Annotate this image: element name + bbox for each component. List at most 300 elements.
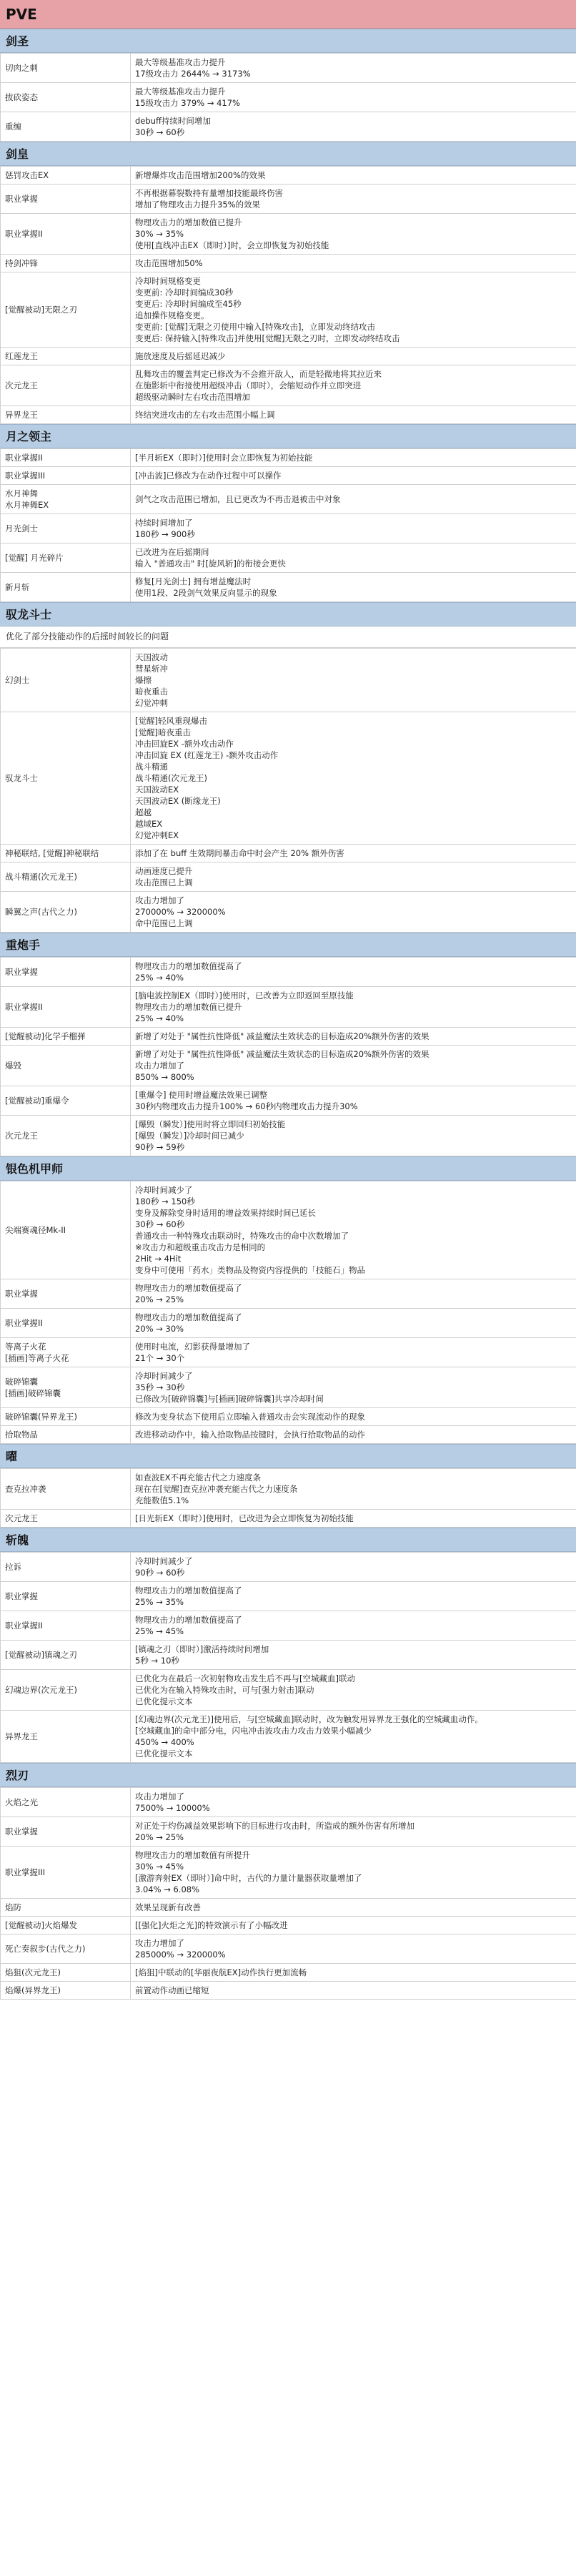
table-row <box>1 467 576 485</box>
change-description <box>131 485 576 514</box>
change-description <box>131 167 576 185</box>
description-line: 物理攻击力的增加数值提高了 <box>135 1283 242 1293</box>
table-row <box>1 449 576 467</box>
description-line: ※攻击力和超级重击攻击力是相同的 <box>135 1242 266 1252</box>
skill-table <box>0 1787 576 2000</box>
description-line: 已改进为在后摇期间 <box>135 547 209 557</box>
description-line: 30% → 35% <box>135 229 184 239</box>
change-description <box>131 1982 576 2000</box>
description-line: 物理攻击力的增加数值提高了 <box>135 1586 242 1596</box>
table-row <box>1 214 576 255</box>
description-line: 变身及解除变身时适用的增益效果持续时间已延长 <box>135 1208 316 1218</box>
description-line: 450% → 400% <box>135 1737 194 1747</box>
description-line: 修改为变身状态下使用后立即输入普通攻击会实现流动作的现象 <box>135 1412 365 1422</box>
description-line: 17级攻击力 2644% → 3173% <box>135 69 251 79</box>
skill-name-line: 职业掌握II <box>5 1318 43 1328</box>
skill-name <box>1 1469 131 1510</box>
description-line: 270000% → 320000% <box>135 907 226 917</box>
change-description <box>131 1181 576 1279</box>
skill-name-line: 死亡奏叙步(古代之力) <box>5 1944 86 1954</box>
table-row <box>1 1964 576 1982</box>
change-description <box>131 1670 576 1711</box>
skill-name <box>1 1028 131 1046</box>
description-line: 180秒 → 150秒 <box>135 1196 195 1206</box>
change-description <box>131 1279 576 1309</box>
skill-name-line: 火焰之光 <box>5 1797 38 1807</box>
skill-name-line: [觉醒被动]化学手榴弹 <box>5 1031 86 1041</box>
skill-name-line: 职业掌握 <box>5 194 38 204</box>
skill-name <box>1 485 131 514</box>
change-description <box>131 1847 576 1899</box>
description-line: 幻觉冲刺EX <box>135 830 179 840</box>
change-description <box>131 1309 576 1338</box>
description-line: 冷却时间减少了 <box>135 1556 193 1566</box>
description-line: 超越 <box>135 807 152 817</box>
description-line: 物理攻击力的增加数值提高了 <box>135 961 242 971</box>
skill-name-line: 职业掌握II <box>5 1002 43 1012</box>
description-line: 攻击力增加了 <box>135 1938 184 1948</box>
change-description <box>131 514 576 544</box>
table-row <box>1 1817 576 1847</box>
table-row <box>1 958 576 987</box>
skill-name-line: 尖端赛魂径Mk-II <box>5 1225 66 1235</box>
description-line: 战斗精通 <box>135 762 168 772</box>
change-description <box>131 1028 576 1046</box>
description-line: 15级攻击力 379% → 417% <box>135 98 240 108</box>
change-description <box>131 1046 576 1086</box>
skill-name-line: 幻魂边界(次元龙王) <box>5 1685 77 1695</box>
table-row <box>1 892 576 933</box>
change-description <box>131 1116 576 1156</box>
table-row <box>1 649 576 712</box>
change-description <box>131 83 576 112</box>
skill-name-line: 职业掌握 <box>5 967 38 977</box>
skill-name-line: 水月神舞 <box>5 488 38 498</box>
skill-name-line: 新月斩 <box>5 582 30 592</box>
description-line: 对正处于灼伤减益效果影响下的目标进行攻击时，所造成的额外伤害有所增加 <box>135 1821 414 1831</box>
skill-name <box>1 467 131 485</box>
description-line: 25% → 45% <box>135 1626 184 1636</box>
skill-name <box>1 1670 131 1711</box>
skill-name <box>1 1279 131 1309</box>
skill-name <box>1 1964 131 1982</box>
change-description <box>131 406 576 424</box>
skill-name-line: [觉醒被动]重爆令 <box>5 1096 69 1106</box>
skill-name-line: 焰爆(异界龙王) <box>5 1985 61 1995</box>
skill-name <box>1 862 131 892</box>
description-line: 30秒 → 60秒 <box>135 1219 185 1229</box>
description-line: 天国波动EX <box>135 785 179 795</box>
change-description <box>131 1553 576 1582</box>
description-line: 动画速度已提升 <box>135 866 193 876</box>
description-line: 越域EX <box>135 819 163 829</box>
table-row <box>1 1116 576 1156</box>
description-line: debuff持续时间增加 <box>135 116 211 126</box>
section-header: 曜 <box>0 1444 576 1468</box>
description-line: 最大等级基准攻击力提升 <box>135 57 226 67</box>
table-row <box>1 365 576 406</box>
skill-name-line: 惩罚攻击EX <box>5 170 49 180</box>
section-header: 剑圣 <box>0 29 576 53</box>
skill-name-line: 破碎锦囊(异界龙王) <box>5 1412 77 1422</box>
description-line: 新增了对处于 "属性抗性降低" 减益魔法生效状态的目标造成20%额外伤害的效果 <box>135 1031 429 1041</box>
skill-name <box>1 1817 131 1847</box>
section-header: 斩魄 <box>0 1528 576 1552</box>
description-line: 物理攻击力的增加数值提高了 <box>135 1312 242 1322</box>
description-line: 20% → 25% <box>135 1294 184 1304</box>
skill-name-line: [觉醒被动]火焰爆发 <box>5 1920 77 1930</box>
description-line: 前置动作动画已缩短 <box>135 1985 209 1995</box>
table-row <box>1 1028 576 1046</box>
change-description <box>131 185 576 214</box>
description-line: 输入 "普通攻击" 时[旋风斩]的衔接会更快 <box>135 559 286 569</box>
description-line: [半月斩EX（即时）]使用时会立即恢复为初始技能 <box>135 453 313 463</box>
table-row <box>1 1788 576 1817</box>
table-row <box>1 272 576 348</box>
skill-name <box>1 1641 131 1670</box>
description-line: [激游奔射EX（即时）]命中时，古代的力量计量器获取量增加了 <box>135 1873 362 1883</box>
skill-table <box>0 1552 576 1763</box>
skill-name-line: 职业掌握II <box>5 229 43 239</box>
description-line: 现在在[觉醒]查克拉冲袭充能古代之力速度条 <box>135 1484 298 1494</box>
skill-name-line: 职业掌握II <box>5 453 43 463</box>
change-description <box>131 54 576 83</box>
skill-name-line: 重缠 <box>5 122 21 132</box>
change-description <box>131 1917 576 1935</box>
skill-table <box>0 648 576 933</box>
description-line: [重爆令] 使用时增益魔法效果已调整 <box>135 1090 268 1100</box>
skill-name <box>1 514 131 544</box>
skill-name <box>1 1982 131 2000</box>
change-description <box>131 449 576 467</box>
description-line: 在施影斩中衔接使用超级冲击（即时），会缩短动作并立即突进 <box>135 380 362 390</box>
skill-table <box>0 957 576 1156</box>
description-line: 285000% → 320000% <box>135 1950 226 1960</box>
description-line: 变更前: 冷却时间编成30秒 <box>135 287 234 298</box>
skill-name-line: 查克拉冲袭 <box>5 1484 46 1494</box>
change-description <box>131 1899 576 1917</box>
description-line: 5秒 → 10秒 <box>135 1656 179 1666</box>
description-line: 添加了在 buff 生效期间暴击命中时会产生 20% 额外伤害 <box>135 848 344 858</box>
description-line: 2Hit → 4Hit <box>135 1254 182 1264</box>
table-row <box>1 712 576 845</box>
skill-name-line: 拉诉 <box>5 1562 21 1572</box>
skill-name-line: 水月神舞EX <box>5 500 49 510</box>
change-description <box>131 544 576 573</box>
change-description <box>131 862 576 892</box>
skill-name <box>1 1426 131 1444</box>
table-row <box>1 1309 576 1338</box>
skill-name <box>1 1711 131 1763</box>
description-line: 最大等级基准攻击力提升 <box>135 87 226 97</box>
skill-name <box>1 348 131 365</box>
description-line: 攻击力增加了 <box>135 1791 184 1801</box>
skill-name <box>1 406 131 424</box>
description-line: 天国波动 <box>135 652 168 662</box>
description-line: 爆擦 <box>135 675 152 685</box>
skill-name <box>1 1917 131 1935</box>
description-line: 效果呈现新有改善 <box>135 1902 201 1912</box>
skill-name-line: 职业掌握 <box>5 1591 38 1601</box>
skill-name-line: 等离子火花 <box>5 1342 46 1352</box>
table-row <box>1 514 576 544</box>
description-line: [爆毁（瞬发）]使用时将立即回归初始技能 <box>135 1119 286 1129</box>
table-row <box>1 54 576 83</box>
change-description <box>131 1935 576 1964</box>
table-row <box>1 1847 576 1899</box>
skill-name-line: 职业掌握II <box>5 1621 43 1631</box>
skill-name-line: 次元龙王 <box>5 380 38 390</box>
skill-name <box>1 987 131 1028</box>
table-row <box>1 1711 576 1763</box>
description-line: [觉醒]暗夜重击 <box>135 727 191 737</box>
section-header: 驭龙斗士 <box>0 602 576 626</box>
table-row <box>1 1367 576 1408</box>
skill-name-line: 拾取物品 <box>5 1430 38 1440</box>
description-line: [爆毁（瞬发）]冷却时间已减少 <box>135 1131 244 1141</box>
change-description <box>131 1817 576 1847</box>
description-line: 90秒 → 59秒 <box>135 1142 185 1152</box>
description-line: 7500% → 10000% <box>135 1803 210 1813</box>
skill-name <box>1 1582 131 1611</box>
skill-name <box>1 573 131 602</box>
table-row <box>1 1469 576 1510</box>
skill-name <box>1 1611 131 1641</box>
description-line: 使用时电流，幻影获得量增加了 <box>135 1342 250 1352</box>
skill-name <box>1 1935 131 1964</box>
change-description <box>131 214 576 255</box>
skill-name <box>1 365 131 406</box>
description-line: 25% → 40% <box>135 973 184 983</box>
description-line: 已优化为在最后一次初射物攻击发生后不再与[空城藏血]联动 <box>135 1673 355 1683</box>
change-description <box>131 272 576 348</box>
change-description <box>131 112 576 142</box>
skill-name <box>1 1553 131 1582</box>
description-line: 20% → 30% <box>135 1324 184 1334</box>
description-line: 冷却时间规格变更 <box>135 276 201 286</box>
description-line: 30秒内物理攻击力提升100% → 60秒内物理攻击力提升30% <box>135 1101 358 1111</box>
skill-name <box>1 112 131 142</box>
table-row <box>1 1899 576 1917</box>
description-line: 25% → 35% <box>135 1597 184 1607</box>
skill-name <box>1 449 131 467</box>
change-description <box>131 892 576 933</box>
table-row <box>1 406 576 424</box>
skill-name <box>1 1367 131 1408</box>
skill-name-line: [觉醒被动]镇魂之刃 <box>5 1650 77 1660</box>
skill-name-line: 爆毁 <box>5 1061 21 1071</box>
table-row <box>1 112 576 142</box>
change-description <box>131 573 576 602</box>
skill-name <box>1 1338 131 1367</box>
section-header: 重炮手 <box>0 933 576 957</box>
description-line: 使用[直线冲击EX（即时）]时，会立即恢复为初始技能 <box>135 240 329 250</box>
table-row <box>1 1426 576 1444</box>
skill-name <box>1 712 131 845</box>
table-row <box>1 1279 576 1309</box>
description-line: 已优化为在输入特殊攻击时，可与[强力射击]联动 <box>135 1685 314 1695</box>
description-line: 物理攻击力的增加数值提高了 <box>135 1615 242 1625</box>
skill-name-line: 切肉之刺 <box>5 63 38 73</box>
description-line: 暗夜重击 <box>135 687 168 697</box>
description-line: 充能数值5.1% <box>135 1495 189 1505</box>
table-row <box>1 348 576 365</box>
description-line: 改进移动动作中，输入拾取物品按键时，会执行拾取物品的动作 <box>135 1430 365 1440</box>
table-row <box>1 1917 576 1935</box>
change-description <box>131 1964 576 1982</box>
description-line: 35秒 → 30秒 <box>135 1382 185 1392</box>
description-line: 增加了物理攻击力提升35%的效果 <box>135 200 261 210</box>
skill-name <box>1 649 131 712</box>
skill-name-line: 瞬翼之声(古代之力) <box>5 907 77 917</box>
description-line: 战斗精通(次元龙王) <box>135 773 207 783</box>
description-line: 攻击力增加了 <box>135 895 184 905</box>
table-row <box>1 845 576 862</box>
table-row <box>1 185 576 214</box>
sections-container <box>0 29 576 2000</box>
description-line: [[强化]火炬之光]的特效演示有了小幅改进 <box>135 1920 288 1930</box>
skill-name-line: [插画]等离子火花 <box>5 1353 69 1363</box>
table-row <box>1 1611 576 1641</box>
skill-name <box>1 272 131 348</box>
description-line: 物理攻击力的增加数值有所提升 <box>135 1850 250 1860</box>
section-note: 优化了部分技能动作的后摇时间较长的问题 <box>0 626 576 648</box>
description-line: 追加操作规格变更。 <box>135 310 209 320</box>
skill-name-line: 次元龙王 <box>5 1513 38 1523</box>
skill-name <box>1 892 131 933</box>
table-row <box>1 83 576 112</box>
table-row <box>1 1181 576 1279</box>
table-row <box>1 1670 576 1711</box>
description-line: [焰狙]中联动的[华丽夜航EX]动作执行更加流畅 <box>135 1967 307 1977</box>
change-description <box>131 1510 576 1528</box>
description-line: 超级驱动瞬时左右攻击范围增加 <box>135 392 250 402</box>
skill-name-line: 持剑冲锋 <box>5 258 38 268</box>
description-line: 20% → 25% <box>135 1832 184 1842</box>
skill-name-line: [觉醒被动]无限之刃 <box>5 305 77 315</box>
skill-table <box>0 1468 576 1528</box>
description-line: 已修改为[破碎锦囊]与[插画]破碎锦囊]共享冷却时间 <box>135 1394 324 1404</box>
description-line: [觉醒]轻风重现爆击 <box>135 716 207 726</box>
description-line: 修复[月光剑士] 拥有增益魔法时 <box>135 576 252 586</box>
skill-name-line: 战斗精通(次元龙王) <box>5 872 77 882</box>
description-line: 攻击范围已上调 <box>135 877 193 888</box>
description-line: 天国波动EX (断缘龙王) <box>135 796 221 806</box>
section-header: 月之领主 <box>0 424 576 448</box>
description-line: 物理攻击力的增加数值已提升 <box>135 217 242 227</box>
description-line: 终结突进攻击的左右攻击范围小幅上调 <box>135 410 275 420</box>
skill-name-line: 拔砍姿态 <box>5 92 38 102</box>
description-line: [镇魂之刃（即时）]激活持续时间增加 <box>135 1644 269 1654</box>
description-line: 命中范围已上调 <box>135 918 193 928</box>
description-line: [脑电波控制EX（即时）]使用时，已改善为立即返回至原技能 <box>135 990 354 1001</box>
description-line: 攻击范围增加50% <box>135 258 203 268</box>
table-row <box>1 1935 576 1964</box>
table-row <box>1 1338 576 1367</box>
skill-name-line: 红莲龙王 <box>5 351 38 361</box>
table-row <box>1 862 576 892</box>
description-line: 25% → 40% <box>135 1013 184 1023</box>
section-header: 银色机甲师 <box>0 1156 576 1181</box>
skill-name <box>1 958 131 987</box>
change-description <box>131 1788 576 1817</box>
skill-name <box>1 255 131 272</box>
description-line: 幻觉冲刺 <box>135 698 168 708</box>
table-row <box>1 1982 576 2000</box>
table-row <box>1 573 576 602</box>
table-row <box>1 1641 576 1670</box>
skill-name-line: 职业掌握 <box>5 1289 38 1299</box>
skill-name <box>1 1788 131 1817</box>
change-description <box>131 1367 576 1408</box>
description-line: 攻击力增加了 <box>135 1061 184 1071</box>
skill-name-line: [插画]破碎锦囊 <box>5 1388 61 1398</box>
skill-name <box>1 1847 131 1899</box>
skill-name <box>1 544 131 573</box>
table-row <box>1 485 576 514</box>
description-line: 新增了对处于 "属性抗性降低" 减益魔法生效状态的目标造成20%额外伤害的效果 <box>135 1049 429 1059</box>
change-description <box>131 1408 576 1426</box>
description-line: 使用1段、2段剑气效果反向显示的现象 <box>135 588 277 598</box>
description-line: 冷却时间减少了 <box>135 1371 193 1381</box>
skill-name-line: 破碎锦囊 <box>5 1377 38 1387</box>
skill-name <box>1 1309 131 1338</box>
skill-name <box>1 845 131 862</box>
skill-name <box>1 185 131 214</box>
description-line: 已优化提示文本 <box>135 1696 193 1706</box>
description-line: [冲击波]已修改为在动作过程中可以操作 <box>135 471 282 481</box>
table-row <box>1 167 576 185</box>
change-description <box>131 1711 576 1763</box>
skill-name-line: 焰防 <box>5 1902 21 1912</box>
section-header: 剑皇 <box>0 142 576 166</box>
description-line: 冲击回旋 EX (红莲龙王) -额外攻击动作 <box>135 750 279 760</box>
skill-name <box>1 1086 131 1116</box>
change-description <box>131 467 576 485</box>
skill-table <box>0 53 576 142</box>
change-description <box>131 365 576 406</box>
change-description <box>131 348 576 365</box>
skill-name-line: 幻剑士 <box>5 675 30 685</box>
skill-name-line: 职业掌握 <box>5 1827 38 1837</box>
skill-name <box>1 1510 131 1528</box>
change-description <box>131 649 576 712</box>
change-description <box>131 987 576 1028</box>
section-header: 烈刃 <box>0 1763 576 1787</box>
skill-name <box>1 1181 131 1279</box>
description-line: 施放速度及后摇延迟减少 <box>135 351 226 361</box>
skill-name-line: [觉醒] 月光碎片 <box>5 553 64 563</box>
skill-name <box>1 1408 131 1426</box>
description-line: 变更后: 保持输入[特殊攻击]并使用[觉醒]无限之刃时，立即发动终结攻击 <box>135 333 400 343</box>
description-line: 冲击回旋EX -额外攻击动作 <box>135 739 234 749</box>
change-description <box>131 1469 576 1510</box>
skill-name-line: 神秘联结, [觉醒]神秘联结 <box>5 848 99 858</box>
skill-name-line: 驭龙斗士 <box>5 773 38 783</box>
description-line: 21个 → 30个 <box>135 1353 185 1363</box>
table-row <box>1 1086 576 1116</box>
table-row <box>1 1510 576 1528</box>
table-row <box>1 987 576 1028</box>
skill-name-line: 职业掌握III <box>5 1867 46 1877</box>
description-line: 变更后: 冷却时间编成至45秒 <box>135 299 242 309</box>
skill-name <box>1 1116 131 1156</box>
description-line: 普通攻击一种特殊攻击联动时，特殊攻击的命中次数增加了 <box>135 1231 349 1241</box>
table-row <box>1 1582 576 1611</box>
skill-table <box>0 166 576 424</box>
description-line: 冷却时间减少了 <box>135 1185 193 1195</box>
description-line: [幻魂边界(次元龙王)]使用后，与[空城藏血]联动时，改为触发用异界龙王强化的空城藏血动作。 <box>135 1714 483 1724</box>
